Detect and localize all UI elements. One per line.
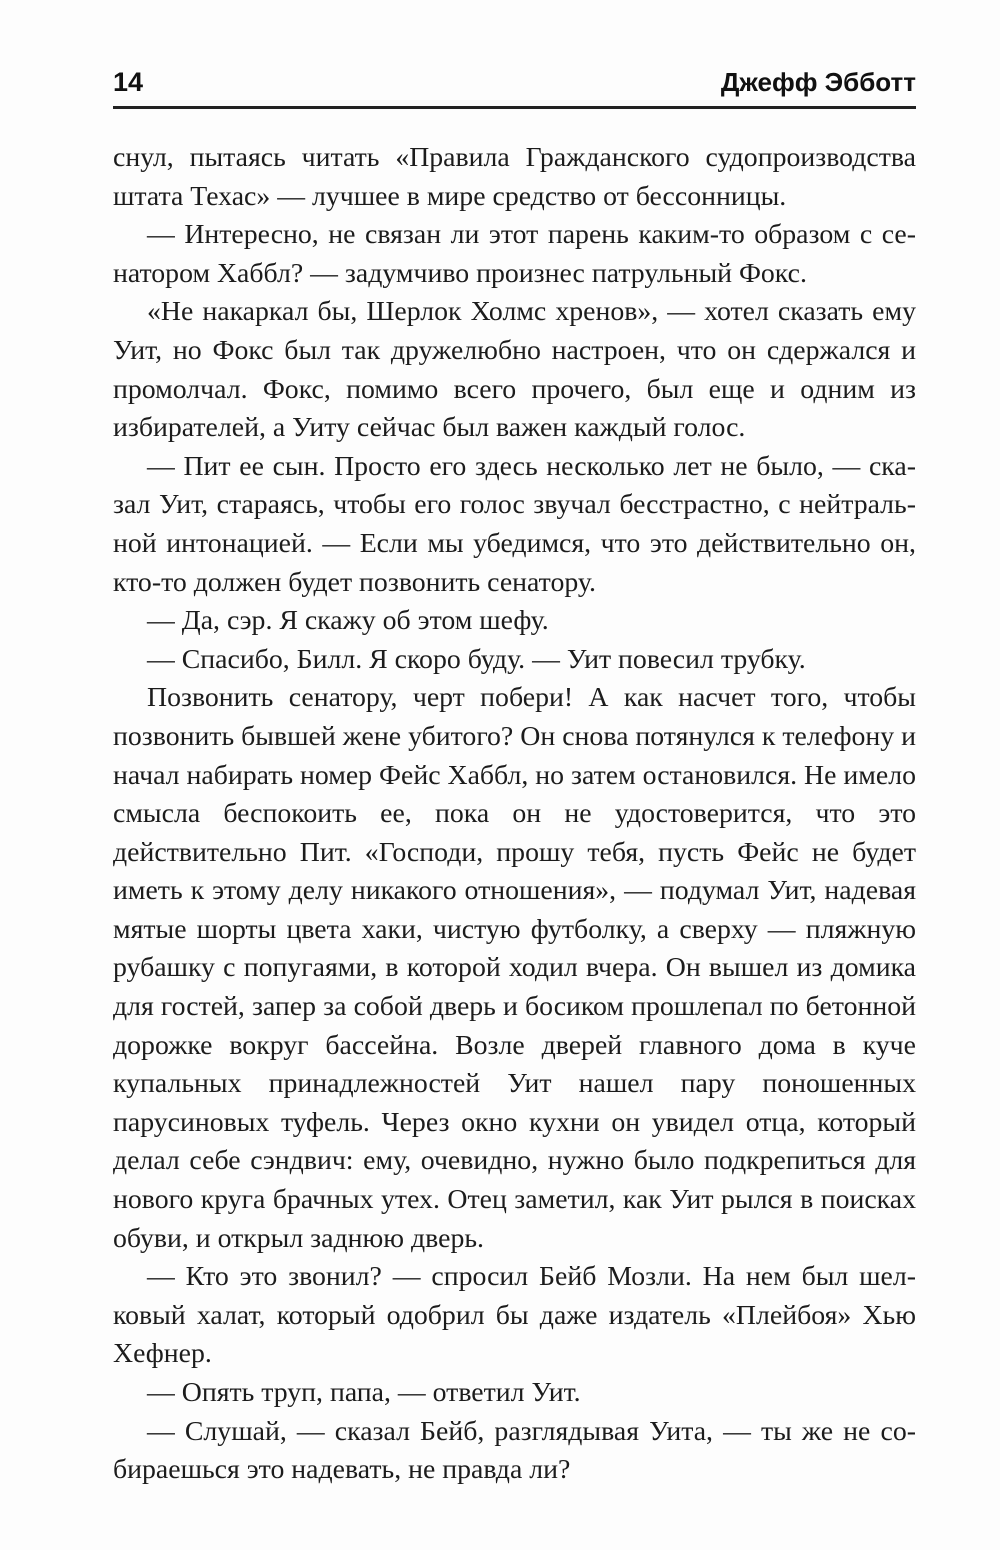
page-header (113, 62, 916, 109)
running-head-author: Джефф Эбботт (720, 67, 916, 97)
paragraph: — Слушай, — сказал Бейб, разглядывая Уита, — ты же не собираешься это надевать, не правда ли? (113, 1415, 916, 1486)
paragraph: снул, пытаясь читать «Правила Гражданского судопроизводства штата Техас» — лучшее в мире средство от бессонницы. (113, 142, 916, 212)
paragraph: — Кто это звонил? — спросил Бейб Мозли. На нем был шелковый халат, который одобрил бы даже издатель «Плейбоя» Хью Хефнер. (113, 1261, 916, 1370)
paragraph: — Спасибо, Билл. Я скоро буду. — Уит повесил трубку. (147, 643, 806, 675)
paragraph: — Да, сэр. Я скажу об этом шефу. (147, 605, 549, 637)
page-number: 14 (113, 67, 144, 97)
paragraph: — Интересно, не связан ли этот парень каким-то образом с сенатором Хаббл? — задумчиво произнес патрульный Фокс. (113, 219, 916, 289)
text-body (113, 139, 916, 1490)
paragraph: «Не накаркал бы, Шерлок Холмс хренов», — хотел сказать ему Уит, но Фокс был так дружелюбно настроен, что он сдержался и промолчал. Фокс, помимо всего прочего, был еще и одним из избирателей, а Уиту сейчас был важен каждый голос. (113, 296, 916, 444)
paragraph: — Пит ее сын. Просто его здесь несколько лет не было, — сказал Уит, стараясь, чтобы его голос звучал бесстрастно, с нейтральной интонацией. — Если мы убедимся, что это действительно он, кто-то должен будет позвонить сенатору. (113, 450, 916, 598)
paragraph: — Опять труп, папа, — ответил Уит. (147, 1377, 581, 1408)
paragraph: Позвонить сенатору, черт побери! А как насчет того, чтобы позвонить бывшей жене убитого? Он снова потянулся к телефону и начал набирать номер Фейс Хаббл, но затем остановился. Не имело смысла беспокоить ее, пока он не удостоверится, что это действительно Пит. «Господи, прошу тебя, пусть Фейс не будет иметь к этому делу никакого отношения», — подумал Уит, надевая мятые шорты цвета хаки, чистую футболку, а сверху — пляжную рубашку с попугаями, в которой ходил вчера. Он вышел из домика для гостей, запер за собой дверь и босиком прошлепал по бетонной дорожке вокруг бассейна. Возле дверей главного дома в куче купальных принадлежностей Уит нашел пару поношенных парусиновых туфель. Через окно кухни он увидел отца, который делал себе сэндвич: ему, очевидно, нужно было подкрепиться для нового круга брачных утех. Отец заметил, как Уит рылся в поисках обуви, и открыл заднюю дверь. (113, 682, 916, 1254)
